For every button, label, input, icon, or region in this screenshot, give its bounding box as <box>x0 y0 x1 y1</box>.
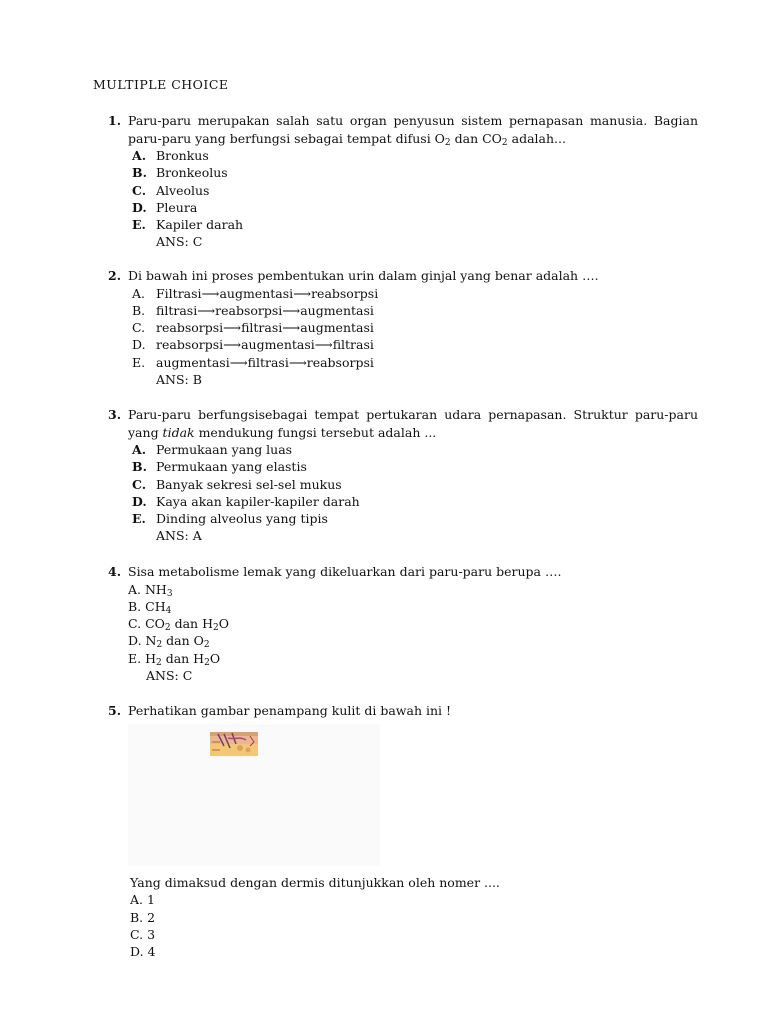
option <box>108 302 698 319</box>
subscript: 2 <box>501 137 508 148</box>
question-text-part: Paru-paru merupakan salah satu organ penyusun sistem pernapasan manusia. Bagian paru-paru yang berfungsi sebagai tempat difusi O <box>128 113 698 146</box>
skin-cross-section-image <box>210 732 258 756</box>
option-label: A. <box>132 285 146 301</box>
option: B. $CH_4$ <box>128 598 172 616</box>
option-label: E. <box>132 511 146 527</box>
option-label: A. <box>132 148 147 163</box>
question-text-part: mendukung fungsi tersebut adalah ... <box>194 424 437 440</box>
option <box>108 354 698 371</box>
option-label: C. <box>132 182 147 198</box>
option <box>108 285 698 302</box>
question-text-part: Di bawah ini proses pembentukan urin dalam ginjal yang benar adalah …. <box>128 268 599 283</box>
option-label: E. <box>132 217 146 233</box>
option-text: Alveolus <box>156 182 210 198</box>
option-label: C. <box>132 476 147 492</box>
question-number: 4. <box>108 564 122 579</box>
option <box>108 458 698 475</box>
option-label: B. <box>132 165 147 181</box>
question-text <box>108 267 698 285</box>
question-2 <box>108 267 698 388</box>
question-text-part: Paru-paru berfungsisebagai tempat pertukaran udara pernapasan. Struktur paru-paru yang <box>128 407 698 440</box>
option-label: D. <box>132 337 146 353</box>
skin-cross-section-figure <box>128 724 380 866</box>
option <box>108 182 698 199</box>
option: A. $NH_3$ <box>128 581 173 599</box>
option <box>108 216 698 233</box>
option: A. 1 <box>130 892 155 908</box>
question-text <box>108 563 698 581</box>
answer-key: ANS: C <box>156 234 203 250</box>
option-label: E. <box>132 354 146 370</box>
question-4 <box>108 563 698 684</box>
option-label: D. <box>132 493 147 509</box>
option-label: A. <box>132 442 147 457</box>
question-number: 2. <box>108 268 122 283</box>
answer-key: ANS: C <box>146 667 193 683</box>
question-number: 1. <box>108 113 122 128</box>
option: D. $N_2$ dan $O_2$ <box>128 633 210 651</box>
option-text: Kapiler darah <box>156 217 244 233</box>
options-list <box>108 147 698 233</box>
question-3 <box>108 406 698 545</box>
option: C. $CO_2$ dan $H_2O$ <box>128 616 229 634</box>
question-text <box>108 702 698 720</box>
options-list <box>108 285 698 371</box>
option <box>108 441 698 458</box>
question-text <box>108 112 698 147</box>
answer-key: ANS: A <box>156 528 202 544</box>
option-text: Bronkus <box>156 148 209 163</box>
subscript: 2 <box>444 137 451 148</box>
option <box>108 319 698 336</box>
option <box>108 164 698 181</box>
option-text: Pleura <box>156 199 198 215</box>
option-text: augmentasi⟶filtrasi⟶reabsorpsi <box>156 354 374 370</box>
question-text-part: adalah... <box>507 130 566 146</box>
followup-text: Yang dimaksud dengan dermis ditunjukkan oleh nomer .... <box>130 875 500 890</box>
option: E. $H_2$ dan $H_2O$ <box>128 650 221 668</box>
option-text: reabsorpsi⟶filtrasi⟶augmentasi <box>156 320 374 336</box>
option-text: reabsorpsi⟶augmentasi⟶filtrasi <box>156 337 374 353</box>
question-text-part: Perhatikan gambar penampang kulit di bawah ini ! <box>128 703 452 718</box>
option-text: Banyak sekresi sel-sel mukus <box>156 476 342 492</box>
option <box>108 510 698 527</box>
emphasis-text: tidak <box>162 424 195 440</box>
option-text: Permukaan yang luas <box>156 442 293 457</box>
option-text: Kaya akan kapiler-kapiler darah <box>156 493 360 509</box>
question-5-followup <box>130 874 500 960</box>
option <box>108 476 698 493</box>
question-text-part: Sisa metabolisme lemak yang dikeluarkan dari paru-paru berupa …. <box>128 564 562 579</box>
option <box>108 199 698 216</box>
options-list <box>108 441 698 527</box>
option-text: Filtrasi⟶augmentasi⟶reabsorpsi <box>156 285 379 301</box>
option-text: filtrasi⟶reabsorpsi⟶augmentasi <box>156 302 374 318</box>
question-text <box>108 406 698 441</box>
option: D. 4 <box>130 944 156 960</box>
question-number: 3. <box>108 407 122 422</box>
option <box>108 336 698 353</box>
question-5 <box>108 702 698 720</box>
question-1 <box>108 112 698 251</box>
option <box>108 493 698 510</box>
option-label: D. <box>132 199 147 215</box>
section-title: MULTIPLE CHOICE <box>93 77 229 92</box>
option <box>108 147 698 164</box>
option: C. 3 <box>130 926 156 942</box>
option-text: Permukaan yang elastis <box>156 459 307 475</box>
question-text-part: dan CO <box>450 130 502 146</box>
answer-key: ANS: B <box>156 371 202 387</box>
option-text: Dinding alveolus yang tipis <box>156 511 328 527</box>
option-label: B. <box>132 459 147 475</box>
option-text: Bronkeolus <box>156 165 228 181</box>
option-label: B. <box>132 302 146 318</box>
option-label: C. <box>132 320 146 336</box>
option: B. 2 <box>130 909 156 925</box>
question-number: 5. <box>108 703 122 718</box>
